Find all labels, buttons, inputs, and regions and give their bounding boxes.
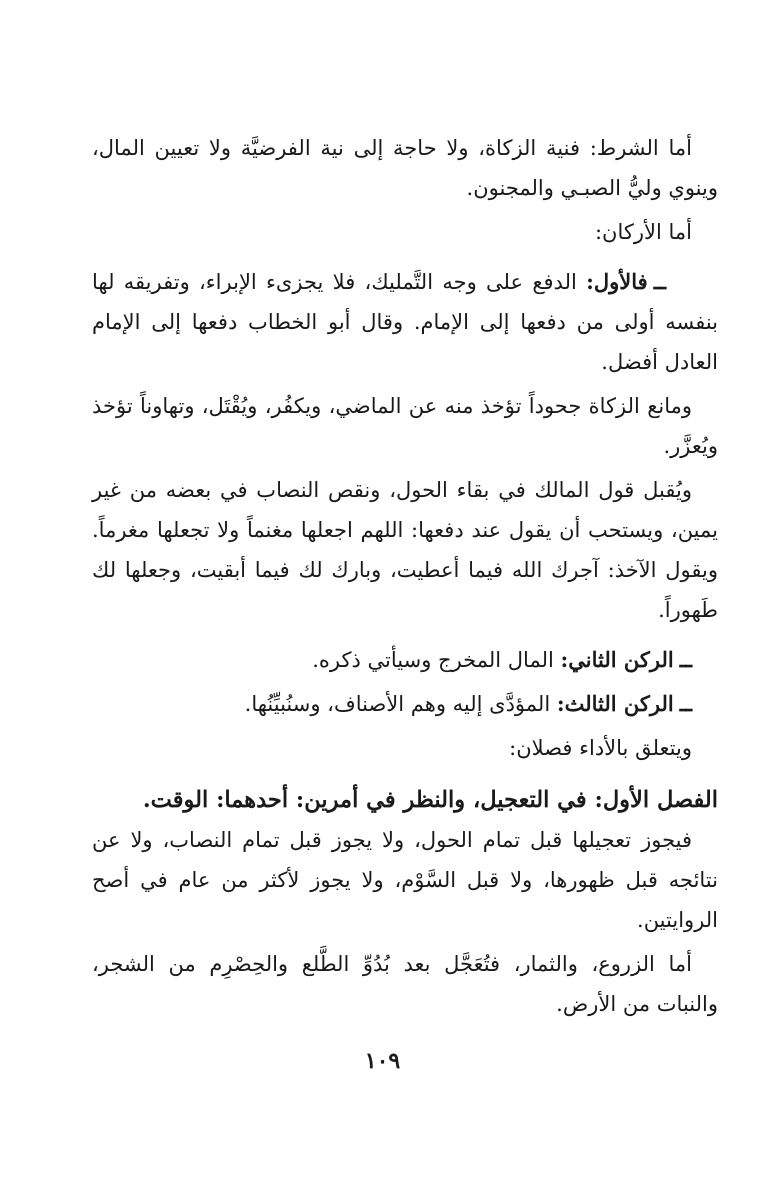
- dash-marker: ــ: [653, 269, 666, 294]
- paragraph-condition: أما الشرط: فنية الزكاة، ولا حاجة إلى نية الفرضيَّة ولا تعيين المال، وينوي وليُّ الصبـي والمجنون.: [92, 136, 718, 200]
- third-pillar-lead: الركن الثالث:: [556, 691, 674, 716]
- paragraph-pillars-intro: أما الأركان:: [594, 220, 692, 244]
- page-number: ١٠٩: [364, 1048, 401, 1074]
- dash-marker: ــ: [679, 691, 692, 716]
- paragraph-crops: أما الزروع، والثمار، فتُعَجَّل بعد بُدُوِّ الطَّلع والحِصْرِم من الشجر، والنبات من الأرض.: [92, 952, 718, 1016]
- page-body: [92, 128, 718, 1024]
- paragraph-first-pillar: [92, 262, 718, 382]
- paragraph-owner-statement: ويُقبل قول المالك في بقاء الحول، ونقص النصاب في بعضه من غير يمين، ويستحب أن يقول عند دفعها: اللهم اجعلها مغنماً ولا تجعلها مغرماً. ويقول الآخذ: آجرك الله فيما أعطيت، وبارك لك فيما أبقيت، وجعلها لك طَهوراً.: [92, 478, 718, 622]
- dash-marker: ــ: [679, 647, 692, 672]
- paragraph-second-pillar: [92, 640, 718, 680]
- first-pillar-lead: فالأول:: [586, 269, 648, 294]
- paragraph-payment-sections: ويتعلق بالأداء فصلان:: [509, 736, 692, 760]
- first-pillar-text: الدفع على وجه التَّمليك، فلا يجزىء الإبراء، وتفريقه لها بنفسه أولى من دفعها إلى الإمام. وقال أبو الخطاب دفعها إلى الإمام العادل أفضل.: [92, 270, 718, 374]
- paragraph-third-pillar: [92, 684, 718, 724]
- second-pillar-text: المال المخرج وسيأتي ذكره.: [312, 648, 561, 672]
- chapter-heading: الفصل الأول: في التعجيل، والنظر في أمرين: أحدهما: الوقت.: [142, 787, 718, 813]
- paragraph-advance-payment: فيجوز تعجيلها قبل تمام الحول، ولا يجوز قبل تمام النصاب، ولا عن نتائجه قبل ظهورها، ولا قبل السَّوْم، ولا يجوز لأكثر من عام في أصح الروايتين.: [92, 828, 718, 932]
- second-pillar-lead: الركن الثاني:: [560, 647, 674, 672]
- third-pillar-text: المؤدَّى إليه وهم الأصناف، وسنُبيِّنُها.: [244, 692, 557, 716]
- paragraph-refuser: ومانع الزكاة جحوداً تؤخذ منه عن الماضي، ويكفُر، ويُقْتَل، وتهاوناً تؤخذ ويُعزَّر.: [92, 394, 718, 458]
